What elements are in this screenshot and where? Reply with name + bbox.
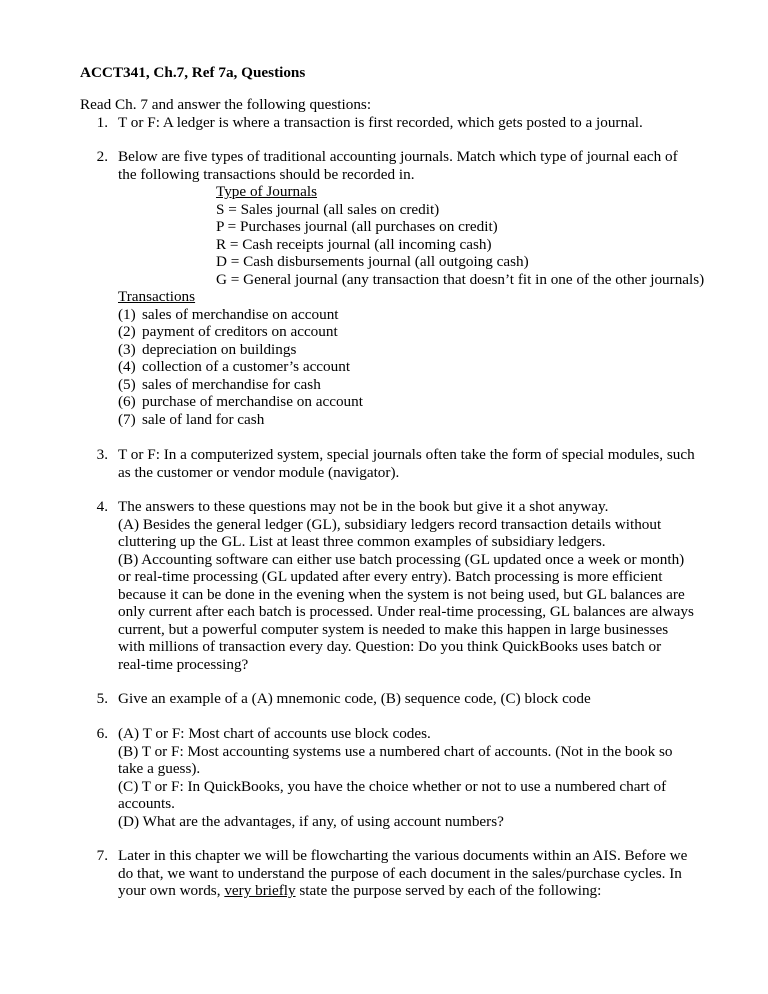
question-number: 5.	[96, 690, 108, 707]
question-number: 1.	[96, 114, 108, 131]
question-number: 3.	[96, 446, 108, 463]
question-text: current, but a powerful computer system is needed to make this happen in large businesses	[118, 620, 669, 638]
question-text: as the customer or vendor module (navigator).	[118, 463, 400, 481]
question-text: Later in this chapter we will be flowcharting the various documents within an AIS. Before we	[118, 847, 688, 864]
question-text: real-time processing?	[118, 655, 249, 673]
question-text: or real-time processing (GL updated after every entry). Batch processing is more efficient	[118, 568, 663, 585]
question-text: with millions of transaction every day. Question: Do you think QuickBooks uses batch or	[118, 638, 662, 655]
question-text: because it can be done in the evening when the system is not being used, but GL balances are	[118, 585, 685, 603]
question-number: 6.	[96, 725, 108, 742]
question-text: T or F: A ledger is where a transaction is first recorded, which gets posted to a journal.	[118, 114, 643, 131]
question-number: 4.	[96, 498, 108, 515]
question-text: (D) What are the advantages, if any, of using account numbers?	[118, 812, 504, 830]
question-number: 7.	[96, 847, 108, 864]
intro-text: Read Ch. 7 and answer the following questions:	[80, 96, 372, 113]
journal-type: G = General journal (any transaction that doesn’t fit in one of the other journals)	[216, 270, 705, 288]
question-text: the following transactions should be recorded in.	[118, 165, 415, 183]
transaction-item: (4) collection of a customer’s account	[118, 358, 351, 375]
question-text: (B) T or F: Most accounting systems use a numbered chart of accounts. (Not in the book so	[118, 742, 673, 760]
transactions-list	[118, 306, 695, 429]
journal-type: R = Cash receipts journal (all incoming cash)	[216, 235, 492, 253]
question-text: do that, we want to understand the purpose of each document in the sales/purchase cycles. In	[118, 864, 682, 882]
question-text: The answers to these questions may not be in the book but give it a shot anyway.	[118, 498, 609, 515]
question-text: your own words, very briefly state the purpose served by each of the following:	[118, 882, 602, 899]
question-text: Give an example of a (A) mnemonic code, (B) sequence code, (C) block code	[118, 690, 591, 707]
question-text: (A) T or F: Most chart of accounts use block codes.	[118, 725, 431, 742]
question-number: 2.	[96, 148, 108, 165]
question-text: (B) Accounting software can either use batch processing (GL updated once a week or month)	[118, 550, 685, 568]
question-text: T or F: In a computerized system, special journals often take the form of special modules, such	[118, 446, 695, 463]
question-text: cluttering up the GL. List at least three common examples of subsidiary ledgers.	[118, 533, 606, 550]
transactions-heading: Transactions	[118, 288, 196, 305]
emphasis-text: very briefly	[224, 882, 296, 899]
journals-heading: Type of Journals	[216, 183, 318, 200]
question-text: Below are five types of traditional accounting journals. Match which type of journal each of	[118, 148, 678, 165]
journal-type: P = Purchases journal (all purchases on credit)	[216, 218, 498, 235]
question-text: only current after each batch is processed. Under real-time processing, GL balances are always	[118, 603, 694, 620]
transaction-item: (7) sale of land for cash	[118, 410, 265, 428]
question-text: accounts.	[118, 795, 175, 812]
transaction-item: (1) sales of merchandise on account	[118, 305, 339, 323]
transaction-item: (3) depreciation on buildings	[118, 340, 297, 358]
question-text: (C) T or F: In QuickBooks, you have the choice whether or not to use a numbered chart of	[118, 777, 667, 795]
transaction-item: (2) payment of creditors on account	[118, 323, 338, 340]
journal-type: S = Sales journal (all sales on credit)	[216, 200, 440, 218]
document-title: ACCT341, Ch.7, Ref 7a, Questions	[80, 64, 306, 81]
question-text: (A) Besides the general ledger (GL), subsidiary ledgers record transaction details without	[118, 515, 662, 533]
journal-type: D = Cash disbursements journal (all outgoing cash)	[216, 253, 529, 270]
transaction-item: (5) sales of merchandise for cash	[118, 375, 321, 393]
transaction-item: (6) purchase of merchandise on account	[118, 393, 363, 410]
question-text: take a guess).	[118, 760, 201, 777]
